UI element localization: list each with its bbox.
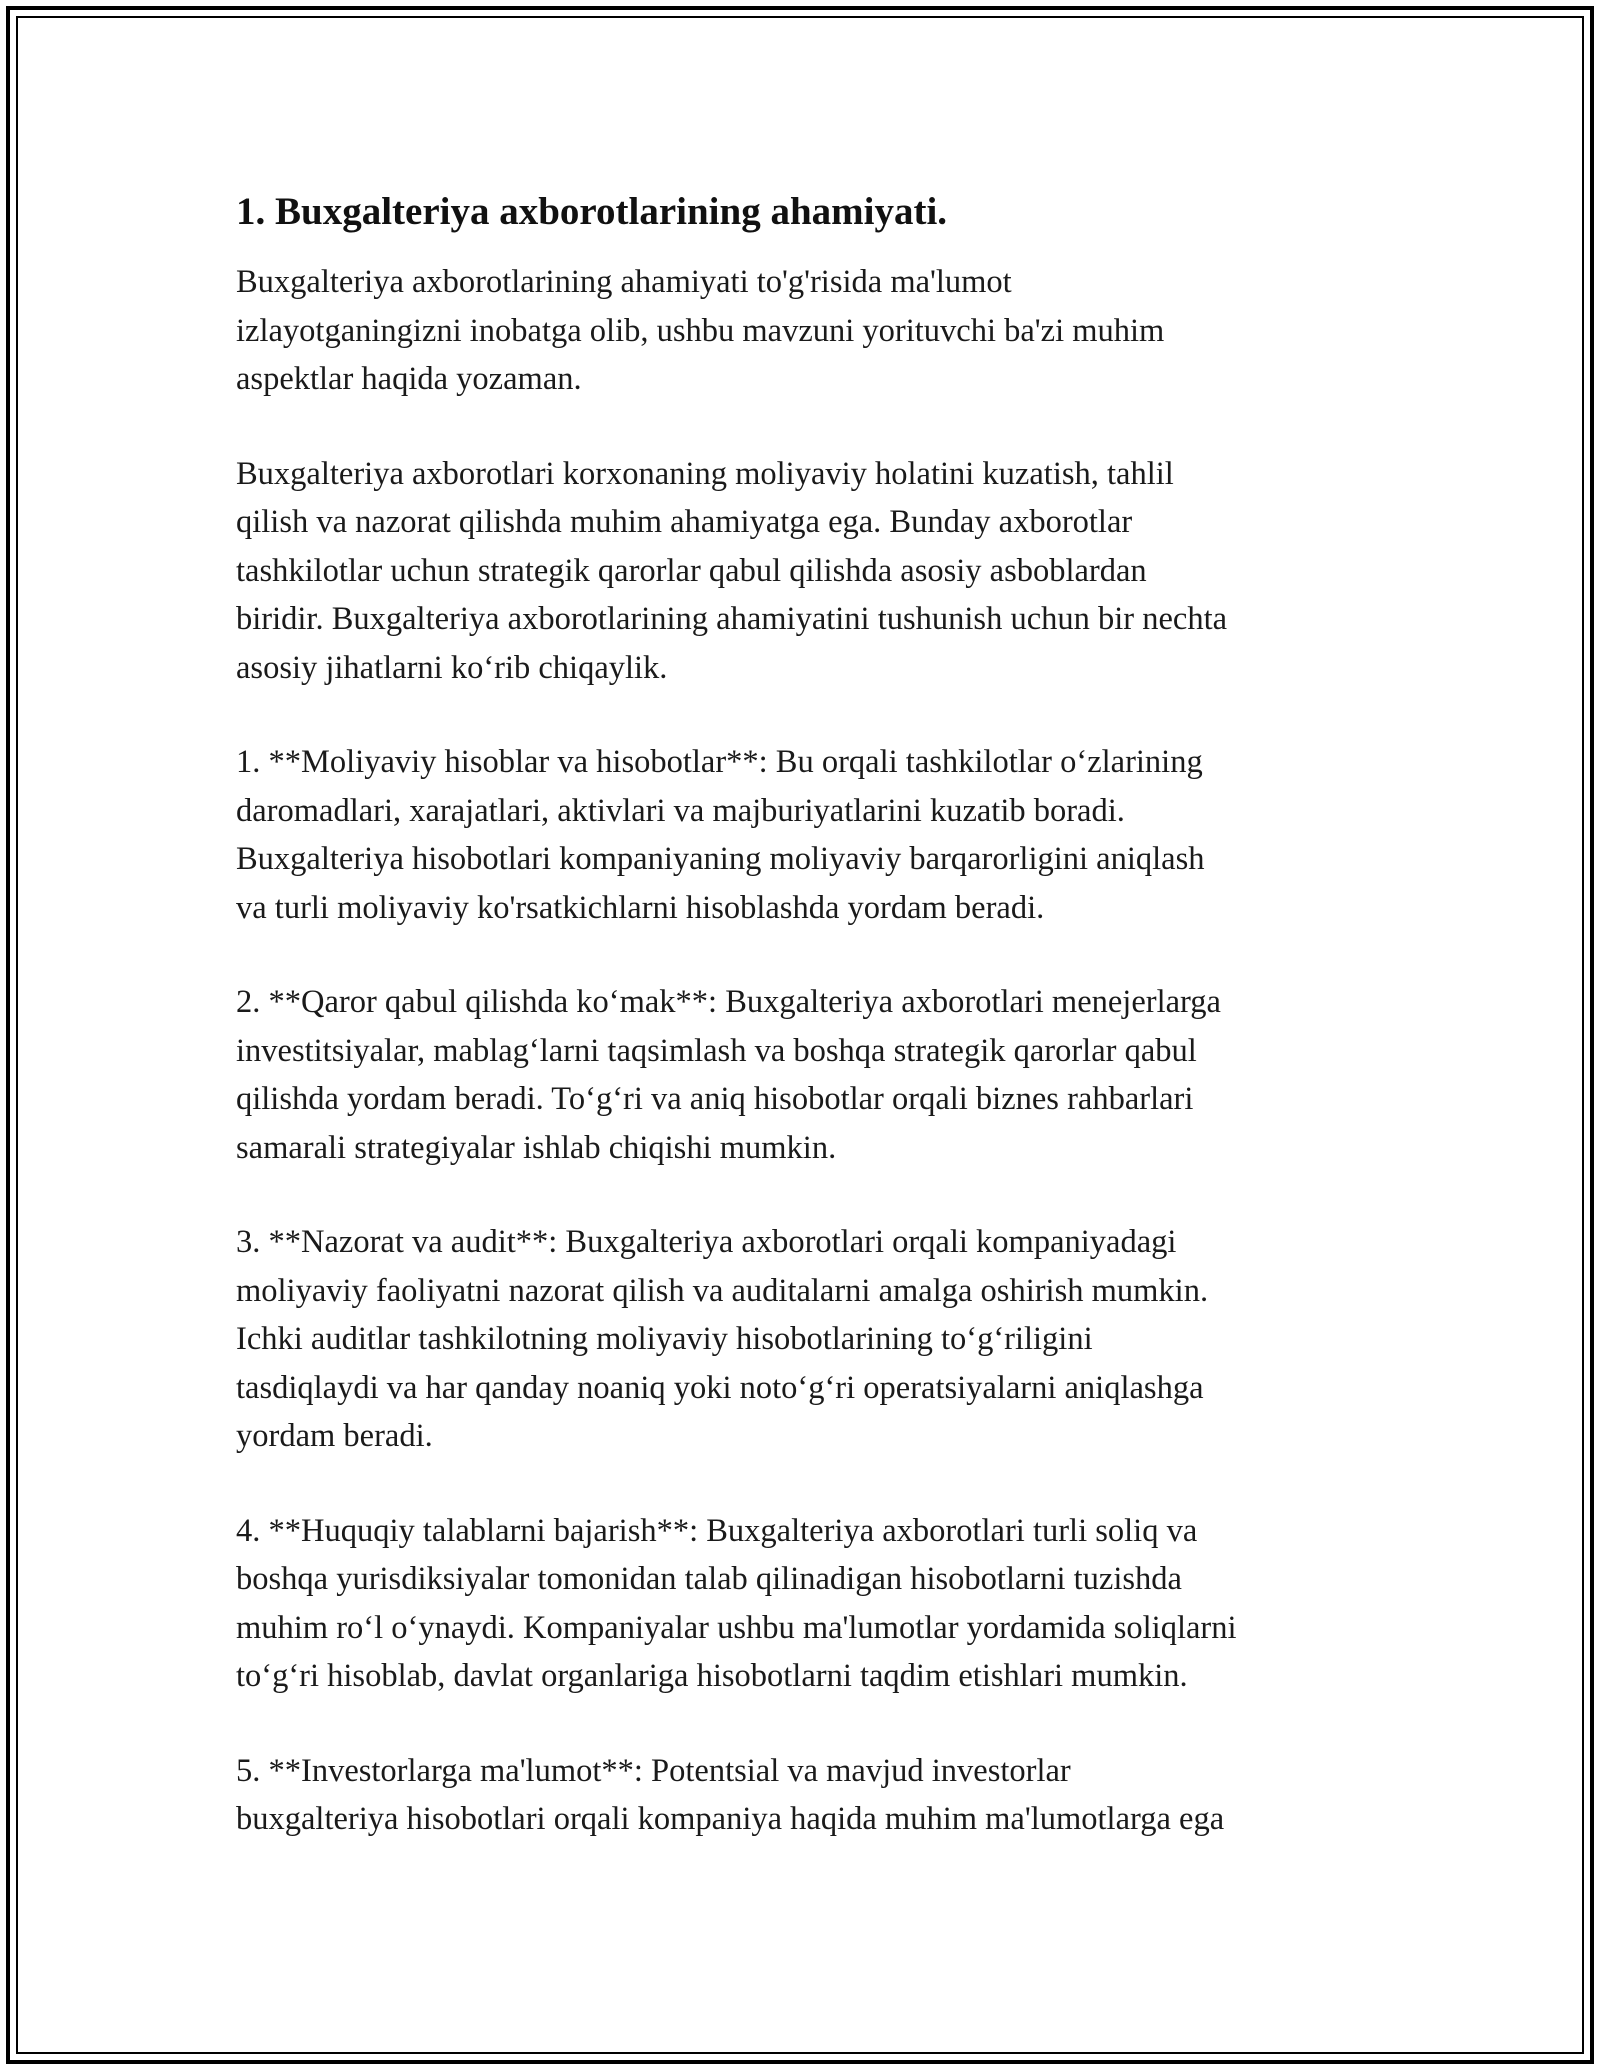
- point-2-paragraph: 2. **Qaror qabul qilishda koʻmak**: Buxgalteriya axborotlari menejerlarga investitsiyalar, mablagʻlarni taqsimlash va boshqa strategik qarorlar qabul qilishda yordam beradi. Toʻgʻri va aniq hisobotlar orqali biznes rahbarlari samarali strategiyalar ishlab chiqishi mumkin.: [236, 984, 1221, 1166]
- document-heading: 1. Buxgalteriya axborotlarining ahamiyati.: [236, 190, 948, 233]
- point-1-paragraph: 1. **Moliyaviy hisoblar va hisobotlar**: Bu orqali tashkilotlar oʻzlarining daromadlari, xarajatlari, aktivlari va majburiyatlarini kuzatib boradi. Buxgalteriya hisobotlari kompaniyaning moliyaviy barqarorligini aniqlash va turli moliyaviy ko'rsatkichlarni hisoblashda yordam beradi.: [236, 744, 1205, 926]
- point-3-paragraph: 3. **Nazorat va audit**: Buxgalteriya axborotlari orqali kompaniyadagi moliyaviy faoliyatni nazorat qilish va auditalarni amalga oshirish mumkin. Ichki auditlar tashkilotning moliyaviy hisobotlarining toʻgʻriligini tasdiqlaydi va har qanday noaniq yoki notoʻgʻri operatsiyalarni aniqlashga yordam beradi.: [236, 1224, 1209, 1454]
- point-5-paragraph: 5. **Investorlarga ma'lumot**: Potentsial va mavjud investorlar buxgalteriya hisobotlari orqali kompaniya haqida muhim ma'lumotlarga ega: [236, 1752, 1225, 1837]
- intro-paragraph: Buxgalteriya axborotlarining ahamiyati to'g'risida ma'lumot izlayotganingizni inobatga olib, ushbu mavzuni yorituvchi ba'zi muhim aspektlar haqida yozaman.: [236, 264, 1165, 397]
- point-4-paragraph: 4. **Huquqiy talablarni bajarish**: Buxgalteriya axborotlari turli soliq va boshqa yurisdiksiyalar tomonidan talab qilinadigan hisobotlarni tuzishda muhim roʻl oʻynaydi. Kompaniyalar ushbu ma'lumotlar yordamida soliqlarni toʻgʻri hisoblab, davlat organlariga hisobotlarni taqdim etishlari mumkin.: [236, 1512, 1237, 1694]
- document-body: [236, 188, 1406, 1844]
- overview-paragraph: Buxgalteriya axborotlari korxonaning moliyaviy holatini kuzatish, tahlil qilish va nazorat qilishda muhim ahamiyatga ega. Bunday axborotlar tashkilotlar uchun strategik qarorlar qabul qilishda asosiy asboblardan biridir. Buxgalteriya axborotlarining ahamiyatini tushunish uchun bir nechta asosiy jihatlarni koʻrib chiqaylik.: [236, 455, 1228, 686]
